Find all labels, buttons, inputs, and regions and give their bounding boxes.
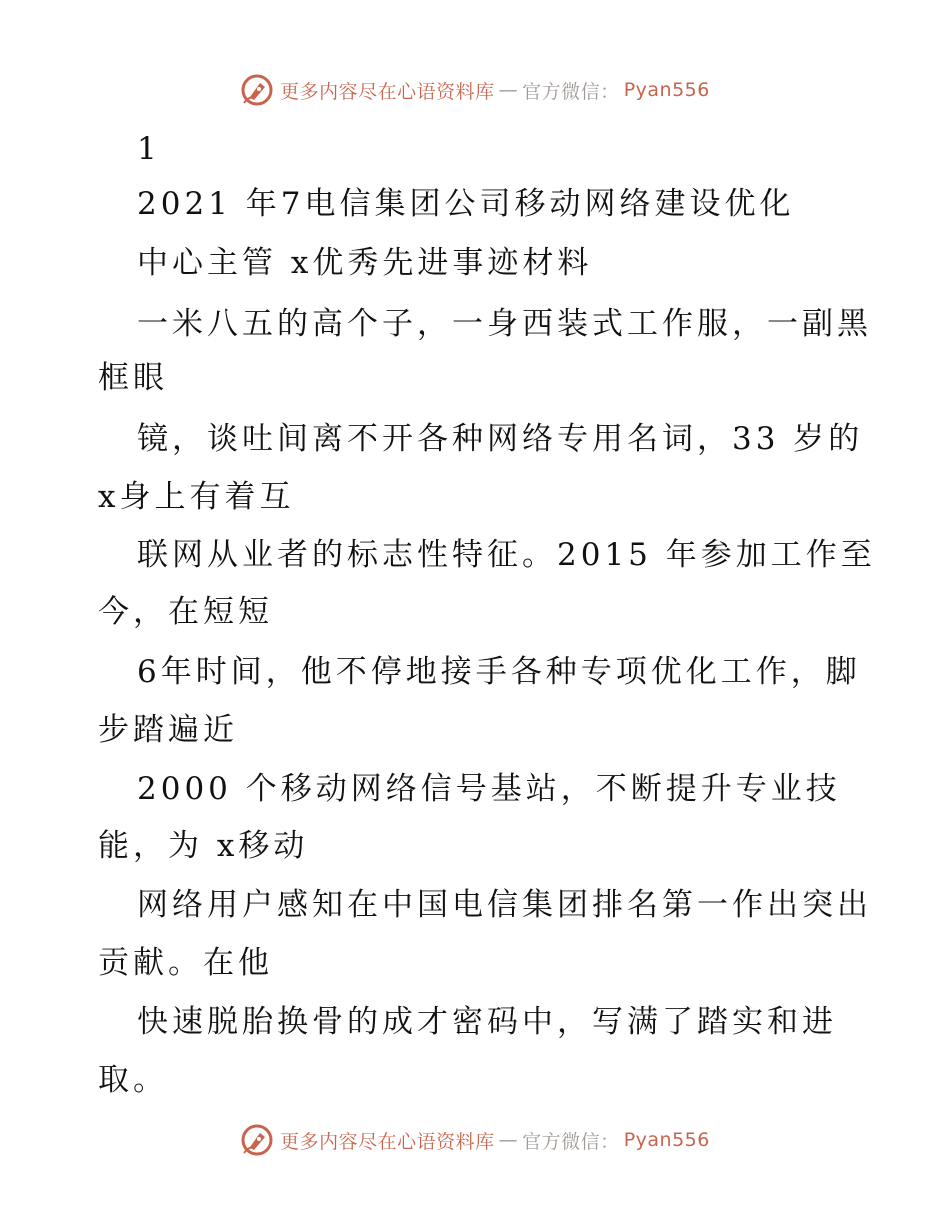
watermark-wechat-id: Pyan556: [623, 79, 710, 101]
document-title-line-1: 2021 年7电信集团公司移动网络建设优化: [137, 186, 795, 222]
document-title-line-2: 中心主管 x优秀先进事迹材料: [137, 245, 593, 281]
watermark-wechat-label: 官方微信：: [522, 80, 620, 103]
watermark-wechat-id: Pyan556: [623, 1129, 710, 1151]
watermark-slogan: 更多内容尽在心语资料库: [280, 80, 495, 103]
fountain-pen-nib-logo-icon: [240, 1123, 274, 1157]
paragraph-line: 6年时间，他不停地接手各种专项优化工作，脚: [137, 654, 861, 690]
paragraph-line: 快速脱胎换骨的成才密码中，写满了踏实和进: [137, 1004, 837, 1040]
paragraph-line: 能，为 x移动: [98, 828, 309, 864]
paragraph-line: 联网从业者的标志性特征。2015 年参加工作至: [137, 537, 876, 573]
watermark-header: [0, 68, 950, 112]
watermark-wechat-label: 官方微信：: [522, 1130, 620, 1153]
watermark-footer: [0, 1118, 950, 1162]
watermark-dash: —: [498, 79, 519, 101]
paragraph-line: 一米八五的高个子，一身西装式工作服，一副黑: [137, 306, 872, 342]
paragraph-line: 贡献。在他: [98, 945, 273, 981]
paragraph-line: 网络用户感知在中国电信集团排名第一作出突出: [137, 887, 872, 923]
paragraph-line: 今，在短短: [98, 594, 273, 630]
page-number: 1: [137, 131, 161, 167]
watermark-dash: —: [498, 1129, 519, 1151]
watermark-slogan: 更多内容尽在心语资料库: [280, 1130, 495, 1153]
paragraph-line: x身上有着互: [98, 479, 295, 515]
paragraph-line: 步踏遍近: [98, 712, 238, 748]
paragraph-line: 镜，谈吐间离不开各种网络专用名词，33 岁的: [137, 421, 864, 457]
paragraph-line: 框眼: [98, 360, 168, 396]
paragraph-line: 取。: [98, 1062, 168, 1098]
fountain-pen-nib-logo-icon: [240, 73, 274, 107]
paragraph-line: 2000 个移动网络信号基站，不断提升专业技: [137, 771, 841, 807]
